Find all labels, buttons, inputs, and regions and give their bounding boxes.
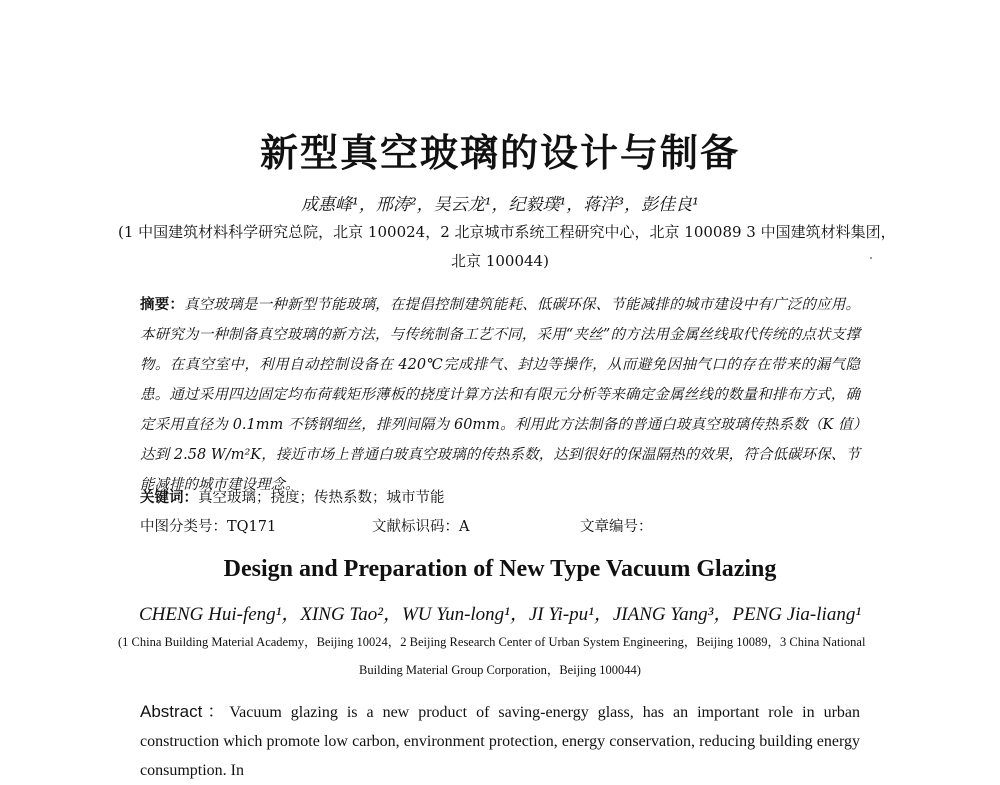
abstract-en-label: Abstract： (140, 702, 230, 721)
author-list-cn: 成惠峰¹，邢涛²，吴云龙¹，纪毅璞¹，蒋洋³，彭佳良¹ (301, 195, 699, 215)
article-number: 文章编号： (580, 519, 653, 535)
abstract-cn-text: 真空玻璃是一种新型节能玻璃，在提倡控制建筑能耗、低碳环保、节能减排的城市建设中有广泛的应用。本研究为一种制备真空玻璃的新方法，与传统制备工艺不同，采用“夹丝”的方法用金属丝线取代传统的点状支撑物。在真空室中，利用自动控制设备在 420℃完成排气、封边等操作，从而避免因抽气口的存在带来的漏气隐患。通过采用四边固定均布荷载矩形薄板的挠度计算方法和有限元分析等来确定金属丝线的数量和排布方式，确定采用直径为 0.1mm 不锈钢细丝，排列间隔为 60mm。利用此方法制备的普通白玻真空玻璃传热系数（K 值）达到 2.58 W/m²K，接近市场上普通白玻真空玻璃的传热系数，达到很好的保温隔热的效果，符合低碳环保、节能减排的城市建设理念。 (140, 297, 860, 493)
scan-speck (870, 257, 872, 259)
affiliation-en-line2: Building Material Group Corporation，Beijing 100044) (359, 663, 641, 677)
paper-title-en: Design and Preparation of New Type Vacuum Glazing (223, 556, 777, 582)
abstract-cn-label: 摘要： (140, 296, 185, 313)
affiliation-en-line1: (1 China Building Material Academy，Beijing 10024，2 Beijing Research Center of Urban System Engineering，Beijing 10089，3 China National (118, 635, 866, 649)
document-id-code: 文献标识码：A (372, 519, 470, 535)
classification-number: 中图分类号：TQ171 (140, 519, 277, 535)
keywords-cn-label: 关键词： (140, 489, 198, 506)
abstract-cn (140, 290, 860, 500)
abstract-en-text: Vacuum glazing is a new product of saving-energy glass, has an important role in urban construction which promote low carbon, environment protection, energy conservation, reducing building energy consumption. In (140, 704, 860, 779)
abstract-en (140, 697, 860, 785)
paper-title-cn: 新型真空玻璃的设计与制备 (259, 131, 740, 175)
keywords-cn-text: 真空玻璃；挠度；传热系数；城市节能 (198, 490, 445, 506)
affiliation-cn-line2: 北京 100044) (451, 252, 549, 270)
author-list-en: CHENG Hui-feng¹，XING Tao²，WU Yun-long¹，JI Yi-pu¹，JIANG Yang³，PENG Jia-liang¹ (138, 604, 862, 625)
affiliation-cn-line1: (1 中国建筑材料科学研究总院，北京 100024，2 北京城市系统工程研究中心，北京 100089 3 中国建筑材料集团， (118, 223, 896, 241)
keywords-cn (140, 486, 445, 507)
